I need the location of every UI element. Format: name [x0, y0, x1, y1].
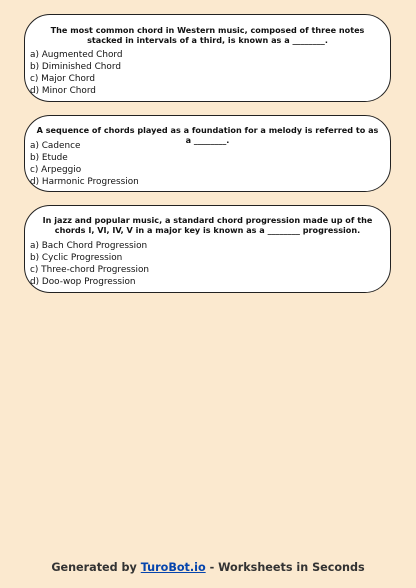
question-text: In jazz and popular music, a standard chord progression made up of the chords I, VI, IV, V in a major key is known as a ________ progression. — [42, 215, 373, 235]
turbot-link[interactable]: TuroBot.io — [140, 561, 206, 574]
option-c: c) Arpeggio — [30, 165, 82, 175]
option-d: d) Harmonic Progression — [30, 177, 139, 187]
footer-prefix: Generated by — [51, 561, 137, 574]
option-b: b) Cyclic Progression — [30, 253, 123, 263]
option-c: c) Major Chord — [30, 74, 96, 84]
option-b: b) Etude — [30, 153, 68, 163]
options-list — [30, 240, 382, 288]
option-a: a) Augmented Chord — [30, 50, 123, 60]
footer — [0, 561, 416, 574]
option-b: b) Diminished Chord — [30, 62, 121, 72]
options-list — [30, 140, 382, 188]
options-list — [30, 49, 382, 97]
question-text: The most common chord in Western music, composed of three notes stacked in intervals of a third, is known as a ________. — [50, 25, 365, 45]
question-card-2 — [24, 115, 391, 192]
question-card-1 — [24, 14, 391, 102]
option-d: d) Minor Chord — [30, 86, 96, 96]
option-c: c) Three-chord Progression — [30, 265, 150, 275]
option-d: d) Doo-wop Progression — [30, 277, 136, 287]
footer-suffix: - Worksheets in Seconds — [209, 561, 365, 574]
question-card-3 — [24, 205, 391, 293]
question-text: A sequence of chords played as a foundation for a melody is referred to as a ________. — [36, 125, 379, 145]
option-a: a) Cadence — [30, 141, 81, 151]
option-a: a) Bach Chord Progression — [30, 241, 148, 251]
